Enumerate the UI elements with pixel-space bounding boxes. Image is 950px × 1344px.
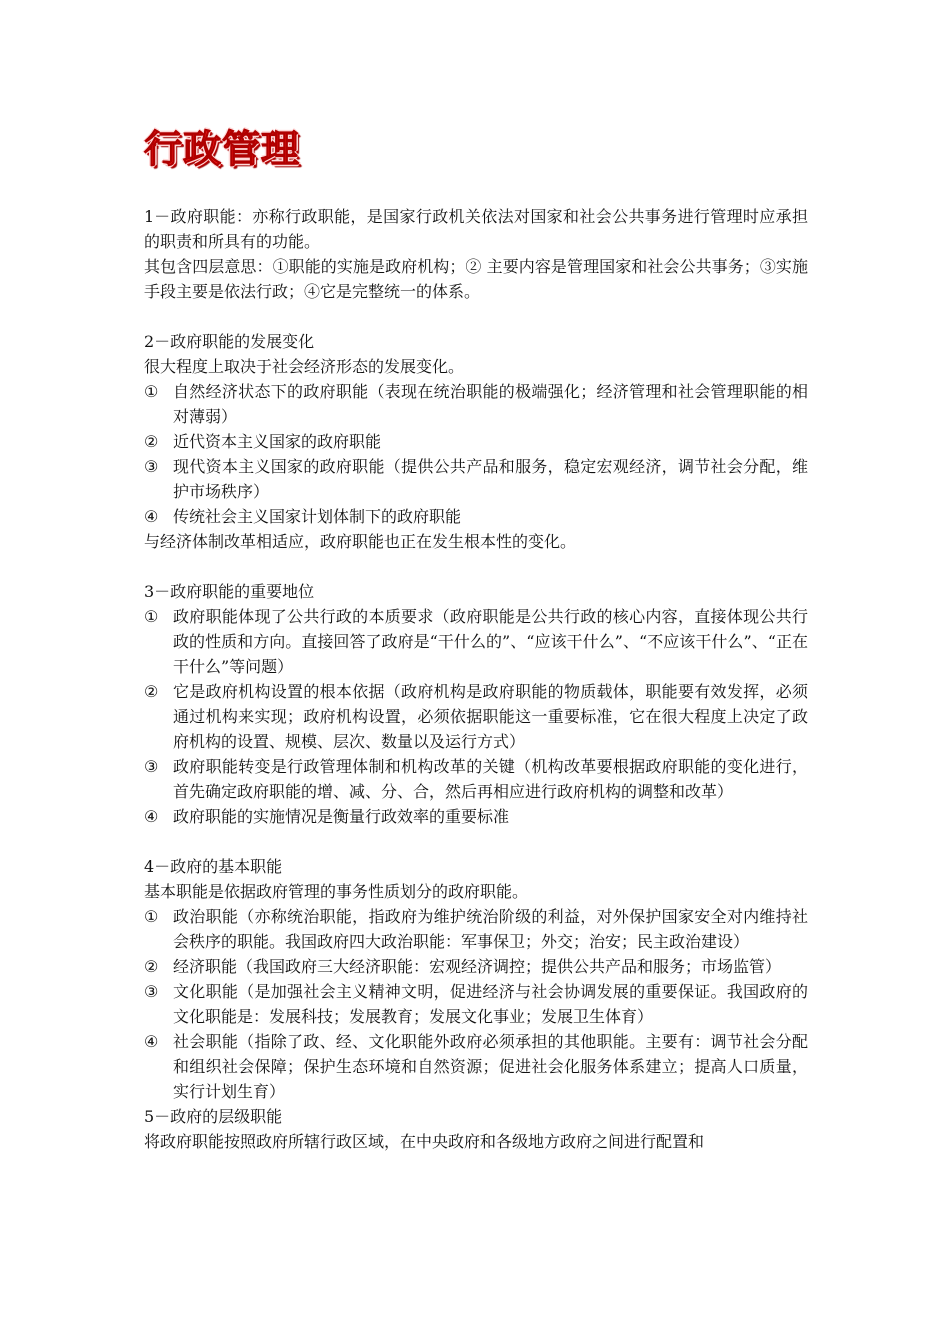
list-item: [144, 679, 808, 754]
item-number: ②: [144, 957, 159, 976]
section-heading: 2－政府职能的发展变化: [144, 332, 315, 351]
item-text: 近代资本主义国家的政府职能: [173, 432, 382, 451]
blank-line: [144, 554, 808, 579]
section-1: [144, 204, 808, 304]
document-page: [144, 124, 808, 1154]
item-number: ③: [144, 457, 159, 476]
section-heading: 1－政府职能：亦称行政职能，是国家行政机关依法对国家和社会公共事务进行管理时应承担的职责和所具有的功能。: [144, 207, 808, 251]
document-title: 行政管理: [144, 127, 301, 171]
item-text: 政治职能（亦称统治职能，指政府为维护统治阶级的利益，对外保护国家安全对内维持社会秩序的职能。我国政府四大政治职能：军事保卫；外交；治安；民主政治建设）: [173, 907, 808, 951]
section-5: [144, 1104, 808, 1154]
item-number: ④: [144, 1032, 159, 1051]
section-4: [144, 854, 808, 1104]
item-number: ②: [144, 432, 159, 451]
item-text: 现代资本主义国家的政府职能（提供公共产品和服务，稳定宏观经济，调节社会分配，维护市场秩序）: [173, 457, 808, 501]
section-heading: 3－政府职能的重要地位: [144, 582, 315, 601]
section-outro: 与经济体制改革相适应，政府职能也正在发生根本性的变化。: [144, 532, 577, 551]
blank-line: [144, 829, 808, 854]
section-intro: 基本职能是依据政府管理的事务性质划分的政府职能。: [144, 882, 529, 901]
list-item: [144, 1029, 808, 1104]
item-number: ②: [144, 682, 159, 701]
item-text: 经济职能（我国政府三大经济职能：宏观经济调控；提供公共产品和服务；市场监管）: [173, 957, 782, 976]
list-item: [144, 504, 808, 529]
list-item: [144, 429, 808, 454]
list-item: [144, 979, 808, 1029]
item-number: ③: [144, 982, 159, 1001]
list-item: [144, 454, 808, 504]
section-3: [144, 579, 808, 829]
section-heading: 4－政府的基本职能: [144, 857, 283, 876]
document-body: [144, 204, 808, 1154]
item-number: ④: [144, 507, 159, 526]
list-item: [144, 379, 808, 429]
item-number: ③: [144, 757, 159, 776]
paragraph: 其包含四层意思：①职能的实施是政府机构；② 主要内容是管理国家和社会公共事务；③实施手段主要是依法行政；④它是完整统一的体系。: [144, 257, 808, 301]
section-intro: 很大程度上取决于社会经济形态的发展变化。: [144, 357, 465, 376]
section-2: [144, 329, 808, 554]
item-text: 自然经济状态下的政府职能（表现在统治职能的极端强化；经济管理和社会管理职能的相对薄弱）: [173, 382, 808, 426]
item-text: 社会职能（指除了政、经、文化职能外政府必须承担的其他职能。主要有：调节社会分配和组织社会保障；保护生态环境和自然资源；促进社会化服务体系建立；提高人口质量，实行计划生育）: [173, 1032, 808, 1101]
list-item: [144, 954, 808, 979]
item-text: 文化职能（是加强社会主义精神文明，促进经济与社会协调发展的重要保证。我国政府的文化职能是：发展科技；发展教育；发展文化事业；发展卫生体育）: [173, 982, 808, 1026]
item-number: ①: [144, 382, 159, 401]
item-number: ④: [144, 807, 159, 826]
list-item: [144, 904, 808, 954]
item-text: 它是政府机构设置的根本依据（政府机构是政府职能的物质载体，职能要有效发挥，必须通过机构来实现；政府机构设置，必须依据职能这一重要标准，它在很大程度上决定了政府机构的设置、规模、层次、数量以及运行方式）: [173, 682, 808, 751]
item-text: 政府职能体现了公共行政的本质要求（政府职能是公共行政的核心内容，直接体现公共行政的性质和方向。直接回答了政府是“干什么的”、“应该干什么”、“不应该干什么”、“正在干什么”等问题）: [173, 607, 808, 676]
item-number: ①: [144, 607, 159, 626]
item-text: 政府职能转变是行政管理体制和机构改革的关键（机构改革要根据政府职能的变化进行，首先确定政府职能的增、减、分、合，然后再相应进行政府机构的调整和改革）: [173, 757, 808, 801]
item-text: 传统社会主义国家计划体制下的政府职能: [173, 507, 462, 526]
paragraph: 将政府职能按照政府所辖行政区域，在中央政府和各级地方政府之间进行配置和: [144, 1132, 705, 1151]
list-item: [144, 804, 808, 829]
list-item: [144, 754, 808, 804]
blank-line: [144, 304, 808, 329]
item-number: ①: [144, 907, 159, 926]
item-text: 政府职能的实施情况是衡量行政效率的重要标准: [173, 807, 510, 826]
list-item: [144, 604, 808, 679]
section-heading: 5－政府的层级职能: [144, 1107, 283, 1126]
